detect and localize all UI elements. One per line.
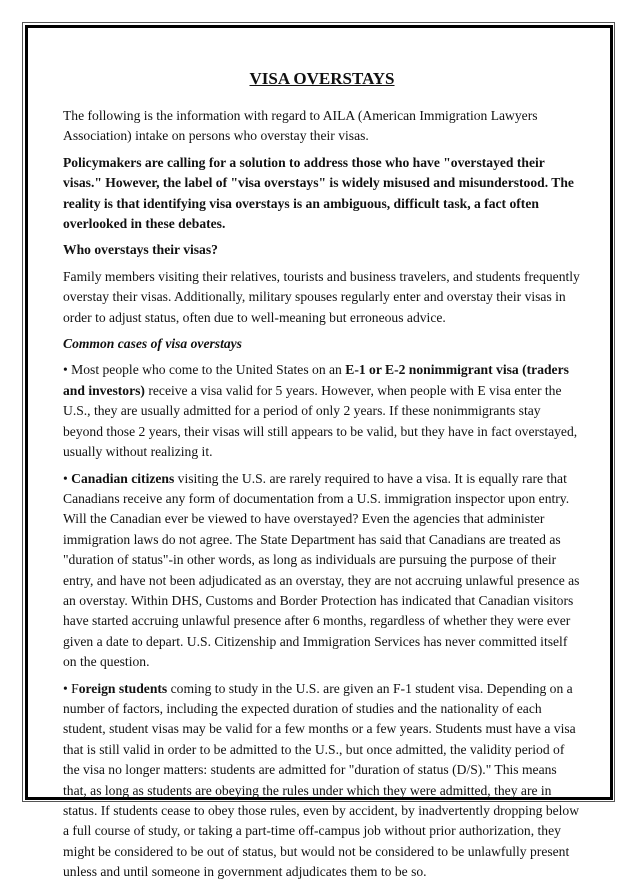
case-text: receive a visa valid for 5 years. However, when people with E visa enter the U.S., they are usually admitted for a period of only 2 years. If these nonimmigrants stay beyond those 2 years, their visas will still appears to be valid, but they have in fact overstayed, usually without realizing it. <box>63 382 578 460</box>
case-bold: oreign students <box>78 680 168 696</box>
case-prefix: • Most people who come to the United States on an <box>63 362 346 378</box>
document-body <box>63 68 581 889</box>
case-canadian <box>63 469 581 673</box>
case-bold: Canadian citizens <box>71 470 175 486</box>
document-title: VISA OVERSTAYS <box>249 69 395 88</box>
answer-paragraph: Family members visiting their relatives, tourists and business travelers, and students frequently overstay their visas. Additionally, military spouses regularly enter and overstay their visas in order to adjust status, often due to well-meaning but erroneous advice. <box>63 268 580 325</box>
case-e-visa <box>63 360 581 462</box>
case-text: visiting the U.S. are rarely required to have a visa. It is equally rare that Canadians receive any form of documentation from a U.S. immigration inspector upon entry. Will the Canadian ever be viewed to have overstayed? Even the agencies that administer immigration laws do not agree. The State Department has said that Canadians are treated as "duration of status"-in other words, as long as individuals are pursuing the purpose of their entry, and have not been adjudicated as an overstay, they are not accruing unlawful presence as an overstay. Within DHS, Customs and Border Protection has indicated that Canadian visitors have started accruing unlawful presence after 6 months, regardless of whether they were ever given a date to depart. U.S. Citizenship and Immigration Services has never committed itself on the question. <box>63 470 580 670</box>
case-students <box>63 679 581 883</box>
question-heading: Who overstays their visas? <box>63 242 218 258</box>
case-text: coming to study in the U.S. are given an F-1 student visa. Depending on a number of factors, including the expected duration of studies and the nationality of each student, student visas may be valid for a few months or a few years. Students must have a visa that is still valid in order to be admitted to the U.S., but once admitted, the validity period of the visa no longer matters: students are admitted for "duration of status (D/S)." This means that, as long as students are obeying the rules under which they were admitted, they are in status. If students cease to obey those rules, even by accident, by inadvertently dropping below a full course of study, or taking a part-time off-campus job without prior authorization, they might be considered to be out of status, but would not be considered to be unlawfully present unless and until someone in government adjudicates them to be so. <box>63 680 580 880</box>
case-bold: E-1 or E-2 nonimmigrant visa (traders and investors) <box>63 362 569 398</box>
cases-heading: Common cases of visa overstays <box>63 336 242 352</box>
intro-paragraph: The following is the information with regard to AILA (American Immigration Lawyers Association) intake on persons who overstay their visas. <box>63 108 538 144</box>
policymakers-paragraph: Policymakers are calling for a solution to address those who have "overstayed their visas." However, the label of "visa overstays" is widely misused and misunderstood. The reality is that identifying visa overstays is an ambiguous, difficult task, a fact often overlooked in these debates. <box>63 154 574 232</box>
case-prefix: • <box>63 470 72 486</box>
case-prefix: • F <box>63 680 79 696</box>
